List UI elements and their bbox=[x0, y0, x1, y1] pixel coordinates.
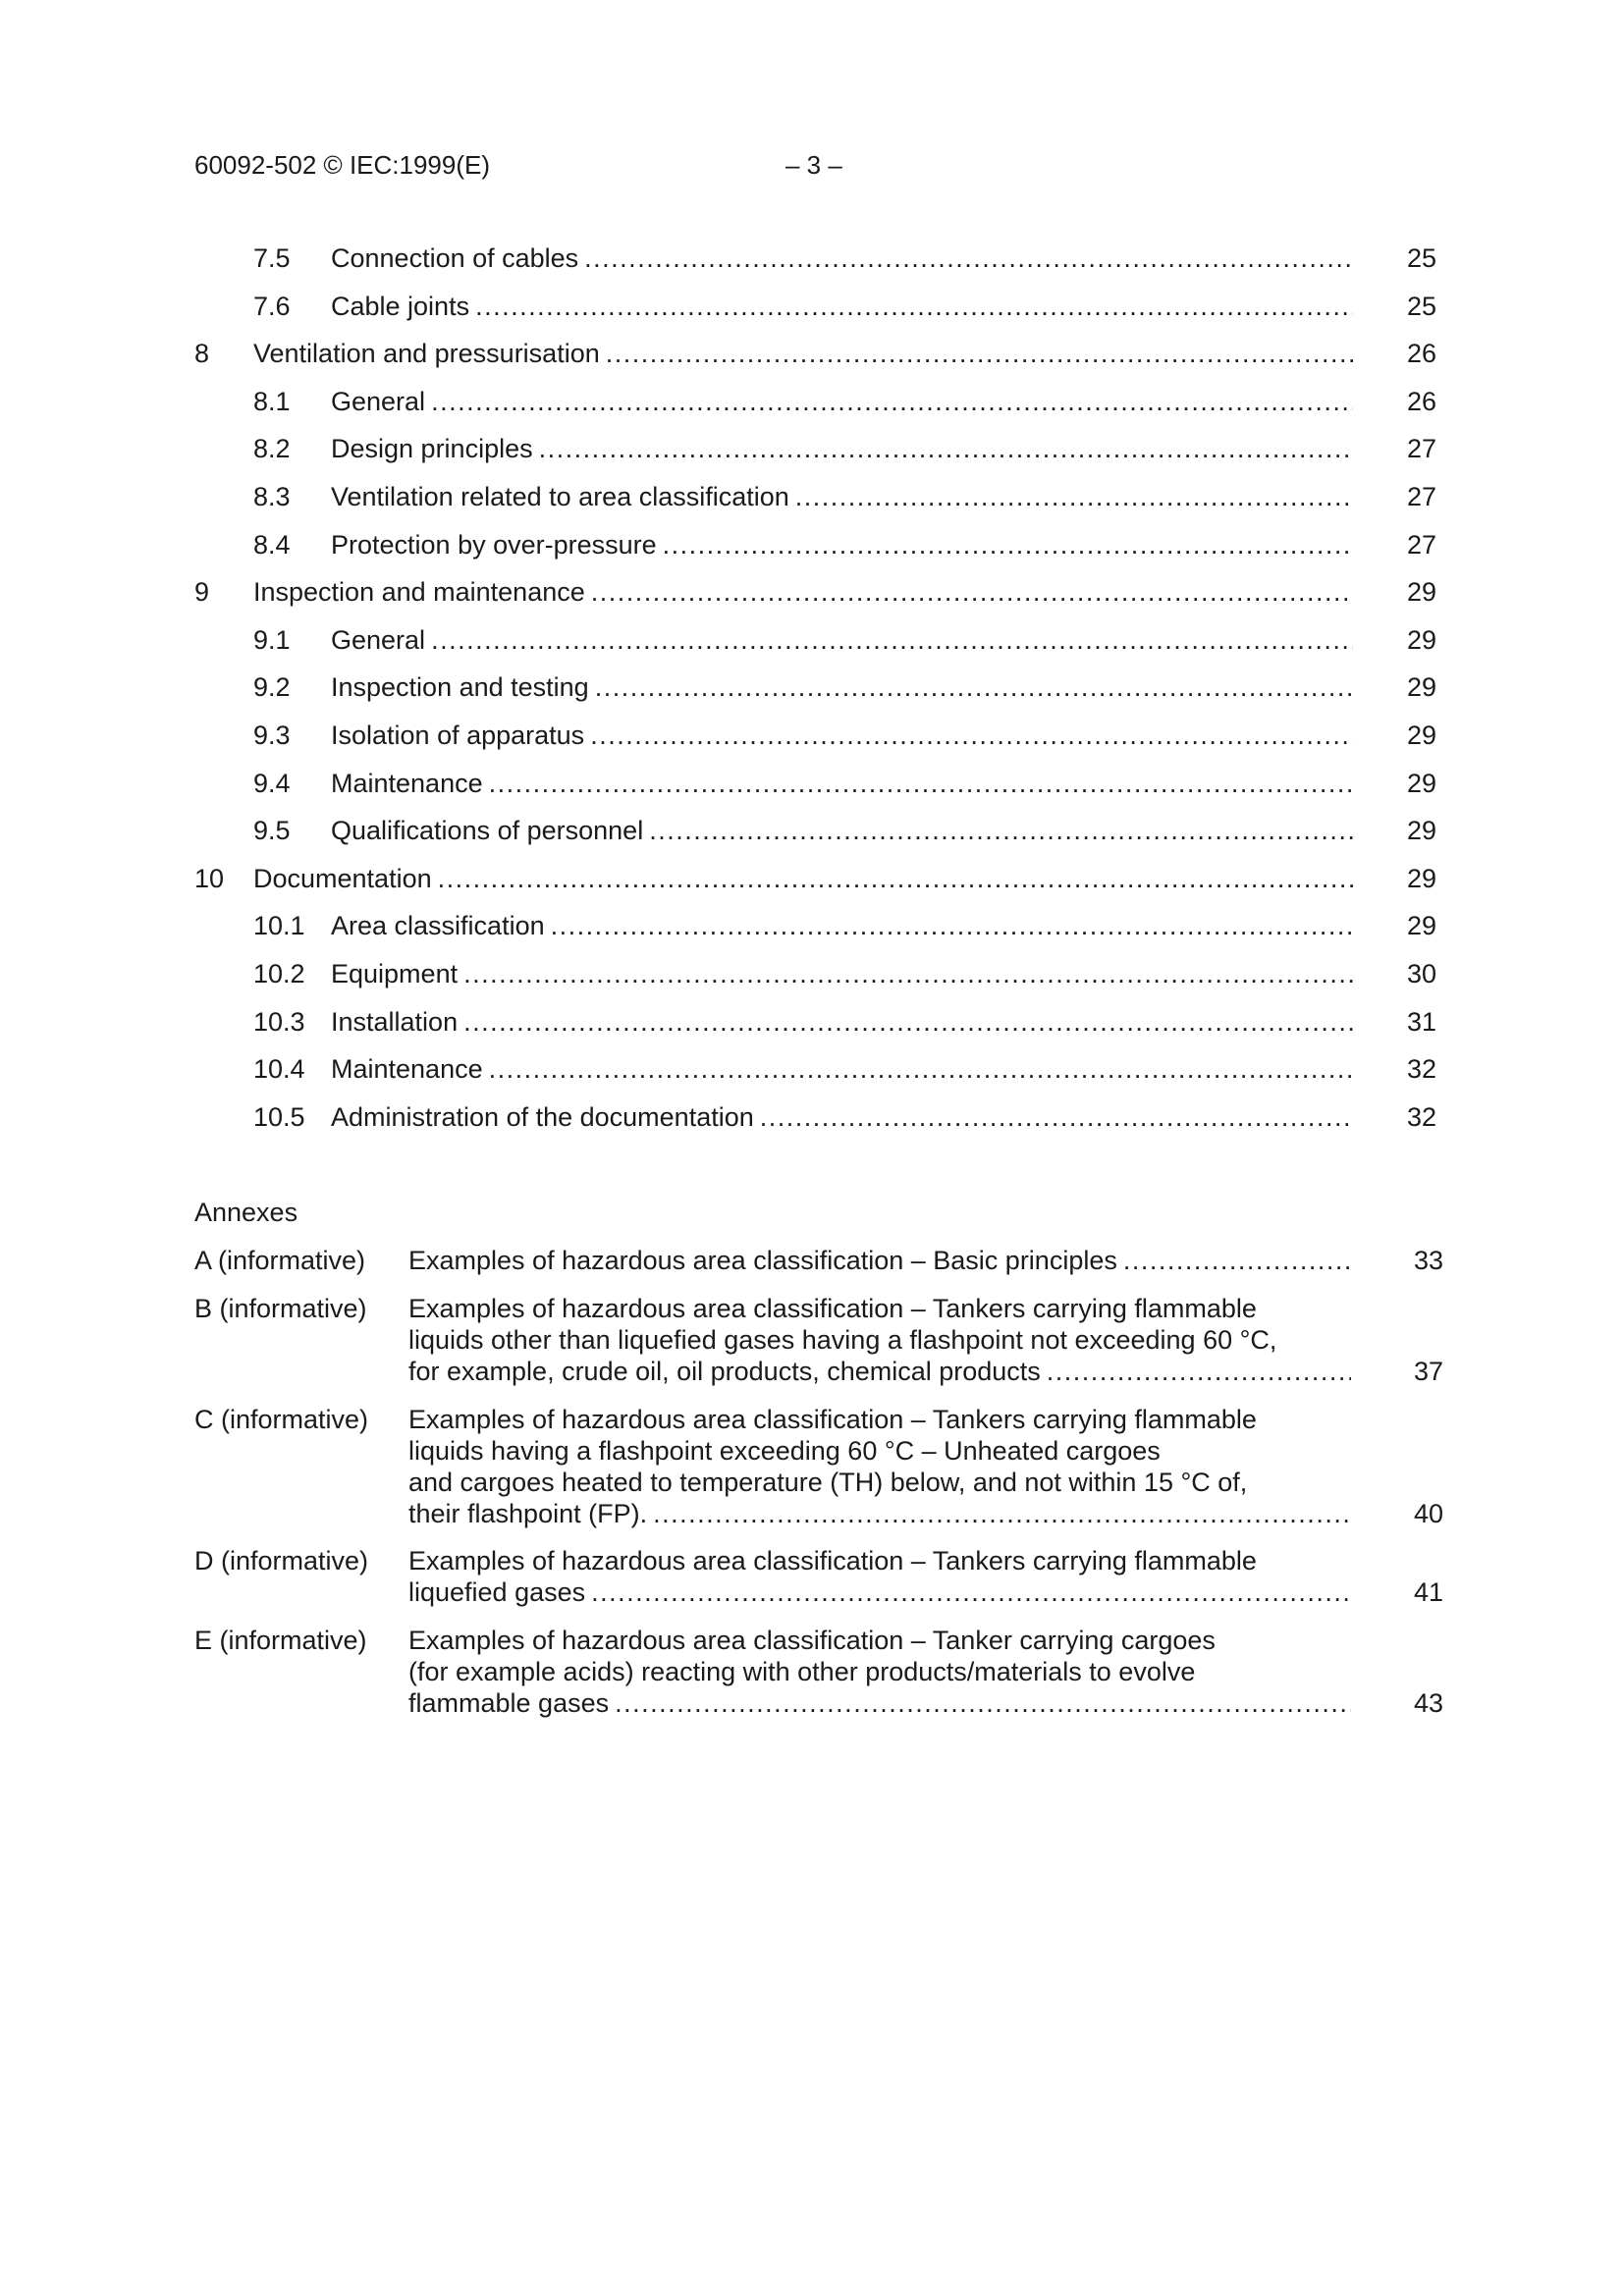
toc-entry-page: 32 bbox=[1406, 1102, 1436, 1132]
toc-entry[interactable] bbox=[0, 813, 1623, 848]
toc-entry-title: Documentation bbox=[253, 864, 432, 893]
toc-entry-number: 8 bbox=[194, 339, 210, 368]
dot-leader bbox=[475, 289, 1353, 324]
annex-title-line: Examples of hazardous area classification – Tankers carrying flammable bbox=[408, 1405, 1257, 1434]
toc-entry-number: 10 bbox=[194, 864, 225, 893]
toc-entry-leader-line bbox=[331, 908, 1353, 943]
toc-entry-page: 31 bbox=[1406, 1007, 1436, 1037]
annex-label: A (informative) bbox=[194, 1246, 366, 1275]
toc-entry-number: 10.4 bbox=[253, 1054, 305, 1084]
toc-entry[interactable] bbox=[0, 1004, 1623, 1040]
annex-title-line: Examples of hazardous area classification – Tankers carrying flammable bbox=[408, 1294, 1257, 1323]
dot-leader bbox=[463, 956, 1353, 991]
toc-entry[interactable] bbox=[0, 1099, 1623, 1135]
toc-entry-page: 29 bbox=[1406, 577, 1436, 607]
annex-title bbox=[408, 1404, 1380, 1529]
annex-title-line: flammable gases bbox=[408, 1688, 610, 1718]
annex-title-line: and cargoes heated to temperature (TH) below, and not within 15 °C of, bbox=[408, 1468, 1248, 1497]
toc-entry-page: 32 bbox=[1406, 1054, 1436, 1084]
toc-entry-leader-line bbox=[331, 956, 1353, 991]
toc-entry-number: 10.2 bbox=[253, 959, 305, 988]
annex-title-line: Examples of hazardous area classification – Tanker carrying cargoes bbox=[408, 1626, 1216, 1655]
toc-entry-title: Equipment bbox=[331, 959, 459, 988]
dot-leader bbox=[591, 574, 1353, 610]
toc-entry[interactable] bbox=[0, 956, 1623, 991]
annex-page: 33 bbox=[1413, 1246, 1443, 1275]
toc-entry-number: 10.5 bbox=[253, 1102, 305, 1132]
annex-title-line: liquefied gases bbox=[408, 1577, 586, 1607]
toc-entry-title: Maintenance bbox=[331, 1054, 483, 1084]
dot-leader bbox=[760, 1099, 1353, 1135]
toc-entry-number: 8.1 bbox=[253, 387, 291, 416]
toc-entry-title: General bbox=[331, 387, 426, 416]
toc-entry-leader-line bbox=[331, 622, 1353, 658]
toc-entry-number: 9.5 bbox=[253, 816, 291, 845]
annex-title-line: liquids other than liquefied gases having a flashpoint not exceeding 60 °C, bbox=[408, 1325, 1277, 1355]
toc-entry-leader-line bbox=[331, 1099, 1353, 1135]
dot-leader bbox=[463, 1004, 1353, 1040]
toc-entry-leader-line bbox=[331, 479, 1353, 514]
toc-entry-page: 29 bbox=[1406, 672, 1436, 702]
dot-leader bbox=[1047, 1356, 1351, 1387]
toc-entry-leader-line bbox=[331, 766, 1353, 801]
annex-title-line: (for example acids) reacting with other products/materials to evolve bbox=[408, 1657, 1196, 1686]
toc-entry-number: 9.2 bbox=[253, 672, 291, 702]
dot-leader bbox=[431, 622, 1353, 658]
toc-entry-title: Connection of cables bbox=[331, 243, 579, 273]
toc-entry-number: 9.4 bbox=[253, 769, 291, 798]
toc-entry-page: 27 bbox=[1406, 434, 1436, 463]
toc-entry[interactable] bbox=[0, 1051, 1623, 1087]
toc-entry-title: Installation bbox=[331, 1007, 459, 1037]
annex-title bbox=[408, 1625, 1380, 1719]
annex-title-line: liquids having a flashpoint exceeding 60 °C – Unheated cargoes bbox=[408, 1436, 1161, 1466]
toc-entry[interactable] bbox=[0, 669, 1623, 705]
toc-entry-title: Maintenance bbox=[331, 769, 483, 798]
toc-entry-title: Design principles bbox=[331, 434, 533, 463]
toc-entry-page: 25 bbox=[1406, 243, 1436, 273]
toc-entry-title: General bbox=[331, 625, 426, 655]
toc-entry-page: 26 bbox=[1406, 339, 1436, 368]
toc-entry-leader-line bbox=[331, 527, 1353, 562]
toc-entry-leader-line bbox=[331, 718, 1353, 753]
dot-leader bbox=[795, 479, 1353, 514]
toc-entry-page: 29 bbox=[1406, 625, 1436, 655]
toc-entry-number: 10.1 bbox=[253, 911, 305, 940]
dot-leader bbox=[595, 669, 1353, 705]
toc-entry[interactable] bbox=[0, 479, 1623, 514]
annex-page: 40 bbox=[1413, 1499, 1443, 1528]
toc-entry-leader-line bbox=[331, 813, 1353, 848]
annex-page: 37 bbox=[1413, 1357, 1443, 1386]
toc-entry-number: 7.5 bbox=[253, 243, 291, 273]
toc-entry[interactable] bbox=[0, 289, 1623, 324]
annex-title-line: Examples of hazardous area classification – Basic principles bbox=[408, 1246, 1117, 1275]
dot-leader bbox=[653, 1498, 1351, 1529]
annex-page: 41 bbox=[1413, 1577, 1443, 1607]
toc-entry[interactable] bbox=[0, 384, 1623, 419]
annex-page: 43 bbox=[1413, 1688, 1443, 1718]
toc-entry-page: 30 bbox=[1406, 959, 1436, 988]
toc-entry-page: 29 bbox=[1406, 911, 1436, 940]
toc-entry-number: 9.3 bbox=[253, 721, 291, 750]
annexes-heading: Annexes bbox=[194, 1198, 298, 1227]
dot-leader bbox=[615, 1687, 1351, 1719]
annex-label: C (informative) bbox=[194, 1405, 369, 1434]
toc-entry[interactable] bbox=[0, 622, 1623, 658]
toc-entry-title: Inspection and maintenance bbox=[253, 577, 585, 607]
toc-entry-number: 10.3 bbox=[253, 1007, 305, 1037]
toc-entry-title: Area classification bbox=[331, 911, 545, 940]
toc-entry-leader-line bbox=[331, 240, 1353, 276]
toc-entry[interactable] bbox=[0, 431, 1623, 466]
toc-entry[interactable] bbox=[0, 861, 1623, 896]
toc-entry[interactable] bbox=[0, 240, 1623, 276]
dot-leader bbox=[1123, 1245, 1351, 1276]
toc-entry-leader-line bbox=[331, 669, 1353, 705]
toc-entry-title: Protection by over-pressure bbox=[331, 530, 657, 560]
toc-entry-leader-line bbox=[331, 384, 1353, 419]
annex-title bbox=[408, 1545, 1380, 1608]
toc-entry-title: Isolation of apparatus bbox=[331, 721, 585, 750]
dot-leader bbox=[591, 1576, 1351, 1608]
dot-leader bbox=[438, 861, 1353, 896]
toc-entry[interactable] bbox=[0, 527, 1623, 562]
toc-entry[interactable] bbox=[0, 908, 1623, 943]
toc-entry[interactable] bbox=[0, 766, 1623, 801]
toc-entry-number: 9.1 bbox=[253, 625, 291, 655]
toc-entry-page: 29 bbox=[1406, 721, 1436, 750]
annex-title bbox=[408, 1245, 1380, 1276]
dot-leader bbox=[489, 1051, 1353, 1087]
annex-label: B (informative) bbox=[194, 1294, 367, 1323]
annex-label: D (informative) bbox=[194, 1546, 369, 1575]
toc-entry-page: 25 bbox=[1406, 292, 1436, 321]
toc-entry-title: Cable joints bbox=[331, 292, 470, 321]
toc-entry-page: 26 bbox=[1406, 387, 1436, 416]
dot-leader bbox=[663, 527, 1353, 562]
toc-entry-leader-line bbox=[331, 431, 1353, 466]
toc-entry-number: 8.2 bbox=[253, 434, 291, 463]
toc-entry-leader-line bbox=[331, 1051, 1353, 1087]
annex-label: E (informative) bbox=[194, 1626, 367, 1655]
toc-entry-leader-line bbox=[331, 289, 1353, 324]
annex-title bbox=[408, 1293, 1380, 1387]
toc-entry-leader-line bbox=[331, 1004, 1353, 1040]
toc-entry-number: 7.6 bbox=[253, 292, 291, 321]
dot-leader bbox=[606, 336, 1353, 371]
dot-leader bbox=[649, 813, 1353, 848]
toc-entry-title: Administration of the documentation bbox=[331, 1102, 754, 1132]
toc-entry-page: 29 bbox=[1406, 816, 1436, 845]
toc-entry-page: 27 bbox=[1406, 482, 1436, 511]
toc-entry-number: 8.4 bbox=[253, 530, 291, 560]
toc-entry-page: 27 bbox=[1406, 530, 1436, 560]
toc-entry-leader-line bbox=[253, 336, 1353, 371]
toc-entry-page: 29 bbox=[1406, 864, 1436, 893]
annex-title-line: for example, crude oil, oil products, chemical products bbox=[408, 1357, 1041, 1386]
dot-leader bbox=[489, 766, 1353, 801]
dot-leader bbox=[539, 431, 1353, 466]
dot-leader bbox=[431, 384, 1353, 419]
toc-entry[interactable] bbox=[0, 336, 1623, 371]
dot-leader bbox=[590, 718, 1353, 753]
toc-entry[interactable] bbox=[0, 574, 1623, 610]
toc-entry-title: Qualifications of personnel bbox=[331, 816, 644, 845]
toc-entry-title: Ventilation related to area classification bbox=[331, 482, 789, 511]
toc-entry-page: 29 bbox=[1406, 769, 1436, 798]
toc-entry-leader-line bbox=[253, 574, 1353, 610]
toc-entry[interactable] bbox=[0, 718, 1623, 753]
annex-title-line: Examples of hazardous area classification – Tankers carrying flammable bbox=[408, 1546, 1257, 1575]
page-number: – 3 – bbox=[785, 150, 842, 180]
dot-leader bbox=[551, 908, 1353, 943]
dot-leader bbox=[584, 240, 1353, 276]
toc-entry-title: Inspection and testing bbox=[331, 672, 589, 702]
toc-entry-leader-line bbox=[253, 861, 1353, 896]
toc-entry-title: Ventilation and pressurisation bbox=[253, 339, 600, 368]
toc-entry-number: 8.3 bbox=[253, 482, 291, 511]
toc-entry-number: 9 bbox=[194, 577, 210, 607]
document-id: 60092-502 © IEC:1999(E) bbox=[194, 150, 491, 180]
annex-title-line: their flashpoint (FP). bbox=[408, 1499, 648, 1528]
